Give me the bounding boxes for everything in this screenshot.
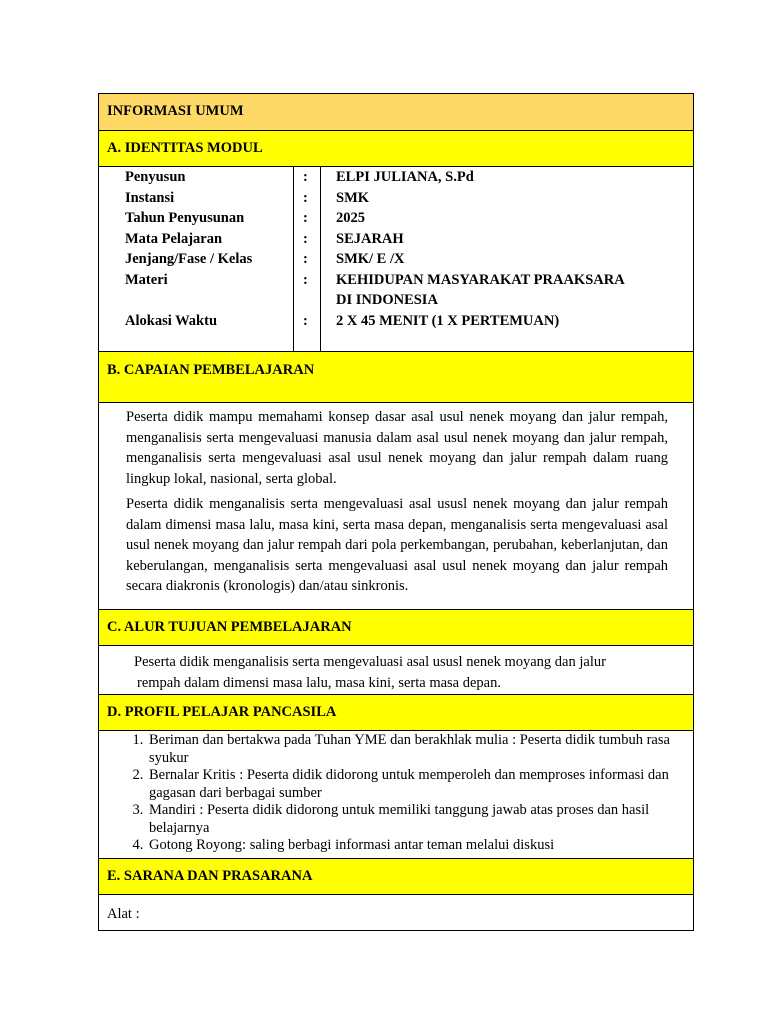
identitas-modul-header [99, 130, 693, 166]
sarana-prasarana-body [99, 894, 693, 930]
identity-key: Materi [125, 271, 168, 288]
identity-colon: : [303, 169, 308, 185]
identitas-modul-title: A. IDENTITAS MODUL [107, 140, 263, 156]
alur-tujuan-body [99, 645, 693, 694]
identity-value: SMK/ E /X [336, 251, 405, 267]
identity-value: 2 X 45 MENIT (1 X PERTEMUAN) [336, 312, 560, 329]
profil-pelajar-title: D. PROFIL PELAJAR PANCASILA [107, 704, 337, 720]
identity-colon: : [303, 251, 308, 267]
capaian-pembelajaran-body [99, 402, 693, 609]
identity-row [99, 188, 693, 208]
identity-colon: : [303, 230, 308, 247]
identity-row [99, 311, 693, 331]
alur-tujuan-line: Peserta didik menganalisis serta mengevaluasi asal ususl nenek moyang dan jalur [134, 654, 606, 670]
list-item: 3. Mandiri : Peserta didik didorong untuk memiliki tanggung jawab atas proses dan hasil belajarnya [147, 802, 673, 837]
profil-pelajar-body [99, 730, 693, 858]
identity-row [99, 229, 693, 249]
informasi-umum-title: INFORMASI UMUM [107, 103, 244, 119]
identity-value: SMK [336, 189, 370, 206]
alur-tujuan-line: rempah dalam dimensi masa lalu, masa kini, serta masa depan. [137, 674, 501, 691]
alat-label: Alat : [107, 906, 140, 922]
capaian-paragraph: Peserta didik menganalisis serta mengevaluasi asal ususl nenek moyang dan jalur rempah dalam dimensi masa lalu, masa kini, serta masa depan, menganalisis serta mengevaluasi asal usul nenek moyang dan jalur rempah dari pola perkembangan, perubahan, keberlanjutan, dan keberulangan, menganalisis serta mengevaluasi asal usul nenek moyang dan jalur rempah secara diakronis (kronologis) dan/atau sinkronis. [126, 496, 668, 594]
capaian-pembelajaran-title: B. CAPAIAN PEMBELAJARAN [107, 362, 315, 378]
identity-colon: : [303, 210, 308, 226]
identity-value: ELPI JULIANA, S.Pd [336, 169, 474, 185]
alur-tujuan-header [99, 609, 693, 645]
identity-key: Penyusun [125, 169, 186, 185]
identity-key: Instansi [125, 189, 175, 206]
capaian-paragraph: Peserta didik mampu memahami konsep dasar asal usul nenek moyang dan jalur rempah, menganalisis serta mengevaluasi manusia dalam asal usul nenek moyang dan jalur rempah, menganalisis serta mengevaluasi asal usul nenek moyang dan jalur rempah dalam ruang lingkup lokal, nasional, serta global. [126, 409, 668, 487]
identitas-modul-section [99, 166, 693, 351]
identity-grid [99, 167, 693, 351]
list-item: 2. Bernalar Kritis : Peserta didik didorong untuk memperoleh dan memproses informasi dan gagasan dari berbagai sumber [147, 767, 673, 802]
list-item: 1. Beriman dan bertakwa pada Tuhan YME dan berakhlak mulia : Peserta didik tumbuh rasa syukur [147, 732, 673, 767]
identity-row [99, 249, 693, 269]
identity-key: Mata Pelajaran [125, 230, 223, 247]
identity-value: DI INDONESIA [336, 292, 438, 308]
identity-row [99, 167, 693, 187]
profil-pelajar-header [99, 694, 693, 730]
document-table [98, 93, 694, 931]
identity-colon: : [303, 271, 308, 288]
identity-value: 2025 [336, 210, 365, 226]
profil-list [99, 732, 673, 855]
identity-colon: : [303, 312, 308, 329]
identity-row [99, 208, 693, 228]
list-item: 4. Gotong Royong: saling berbagi informasi antar teman melalui diskusi [147, 837, 673, 855]
identity-row [99, 270, 693, 290]
sarana-prasarana-title: E. SARANA DAN PRASARANA [107, 868, 313, 884]
identity-key: Alokasi Waktu [125, 312, 218, 329]
informasi-umum-header [99, 94, 693, 130]
identity-value: KEHIDUPAN MASYARAKAT PRAAKSARA [336, 271, 625, 288]
alur-tujuan-title: C. ALUR TUJUAN PEMBELAJARAN [107, 619, 352, 635]
identity-key: Tahun Penyusunan [125, 210, 245, 226]
identity-colon: : [303, 189, 308, 206]
identity-value: SEJARAH [336, 230, 404, 247]
identity-row [99, 290, 693, 310]
identity-key: Jenjang/Fase / Kelas [125, 251, 253, 267]
capaian-pembelajaran-header [99, 351, 693, 402]
sarana-prasarana-header [99, 858, 693, 894]
